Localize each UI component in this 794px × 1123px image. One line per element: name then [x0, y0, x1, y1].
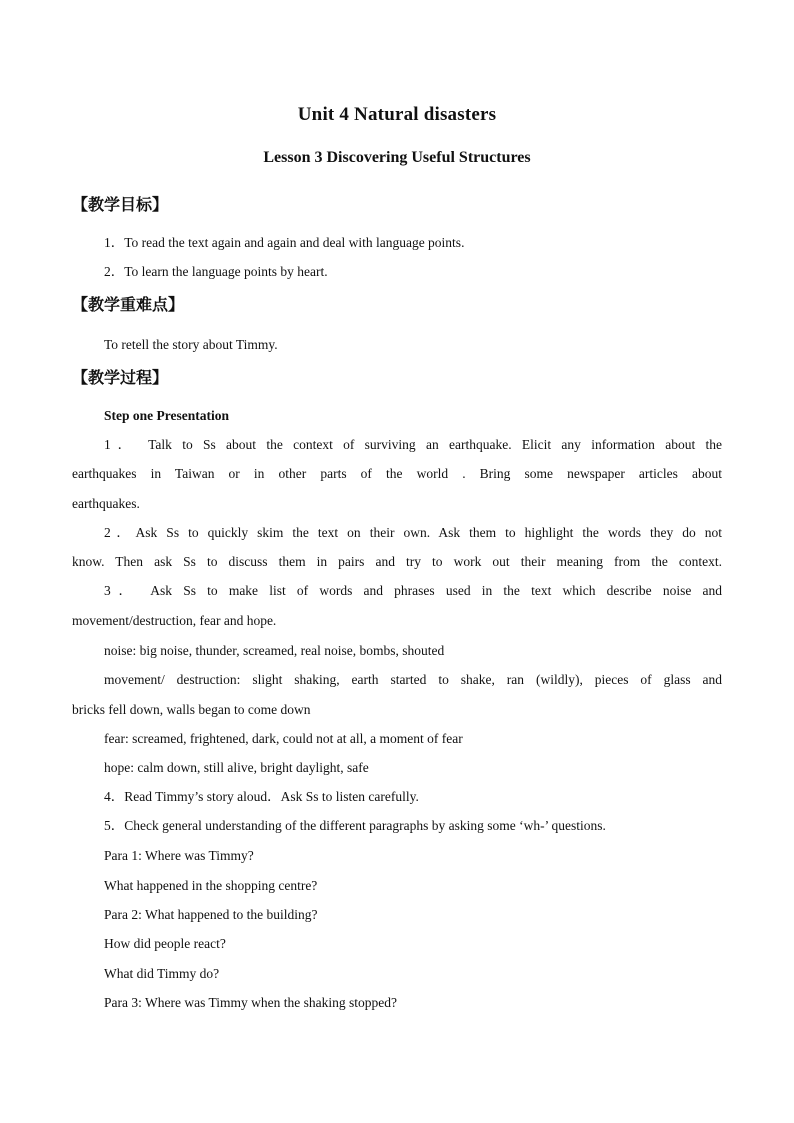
step-line: fear: screamed, frightened, dark, could not at all, a moment of fear — [104, 731, 463, 746]
step-line: What happened in the shopping centre? — [104, 878, 318, 893]
step-line: 3． Ask Ss to make list of words and phrases used in the text which describe noise and — [104, 583, 722, 598]
heading-key-points: 【教学重难点】 — [72, 295, 185, 314]
heading-objectives: 【教学目标】 — [72, 195, 169, 214]
step-line: know. Then ask Ss to discuss them in pairs and try to work out their meaning from the context. — [72, 554, 722, 569]
step-line: 5．Check general understanding of the different paragraphs by asking some ‘wh-’ questions. — [104, 818, 606, 833]
step-line: bricks fell down, walls began to come down — [72, 702, 311, 717]
step-line: 4．Read Timmy’s story aloud．Ask Ss to listen carefully. — [104, 789, 419, 804]
step-line: movement/ destruction: slight shaking, earth started to shake, ran (wildly), pieces of glass and — [104, 672, 722, 687]
step-line: noise: big noise, thunder, screamed, real noise, bombs, shouted — [104, 643, 445, 658]
step-line: 2．Ask Ss to quickly skim the text on their own. Ask them to highlight the words they do not — [104, 525, 722, 540]
step-line: earthquakes in Taiwan or in other parts of the world . Bring some newspaper articles about — [72, 466, 722, 481]
step-line: What did Timmy do? — [104, 966, 220, 981]
lesson-subtitle: Lesson 3 Discovering Useful Structures — [263, 149, 531, 166]
step-line: movement/destruction, fear and hope. — [72, 613, 277, 628]
page-title: Unit 4 Natural disasters — [297, 104, 497, 125]
step-line: How did people react? — [104, 936, 226, 951]
step-line: hope: calm down, still alive, bright daylight, safe — [104, 760, 369, 775]
key-point-text: To retell the story about Timmy. — [104, 337, 278, 352]
step-line: 1． Talk to Ss about the context of surviving an earthquake. Elicit any information about the — [104, 437, 722, 452]
step-title: Step one Presentation — [104, 408, 229, 423]
objective-item: 2．To learn the language points by heart. — [104, 264, 328, 279]
step-line: Para 2: What happened to the building? — [104, 907, 318, 922]
heading-process: 【教学过程】 — [72, 368, 169, 387]
step-line: earthquakes. — [72, 496, 140, 511]
objective-item: 1．To read the text again and again and deal with language points. — [104, 235, 465, 250]
step-line: Para 1: Where was Timmy? — [104, 848, 254, 863]
step-line: Para 3: Where was Timmy when the shaking stopped? — [104, 995, 397, 1010]
